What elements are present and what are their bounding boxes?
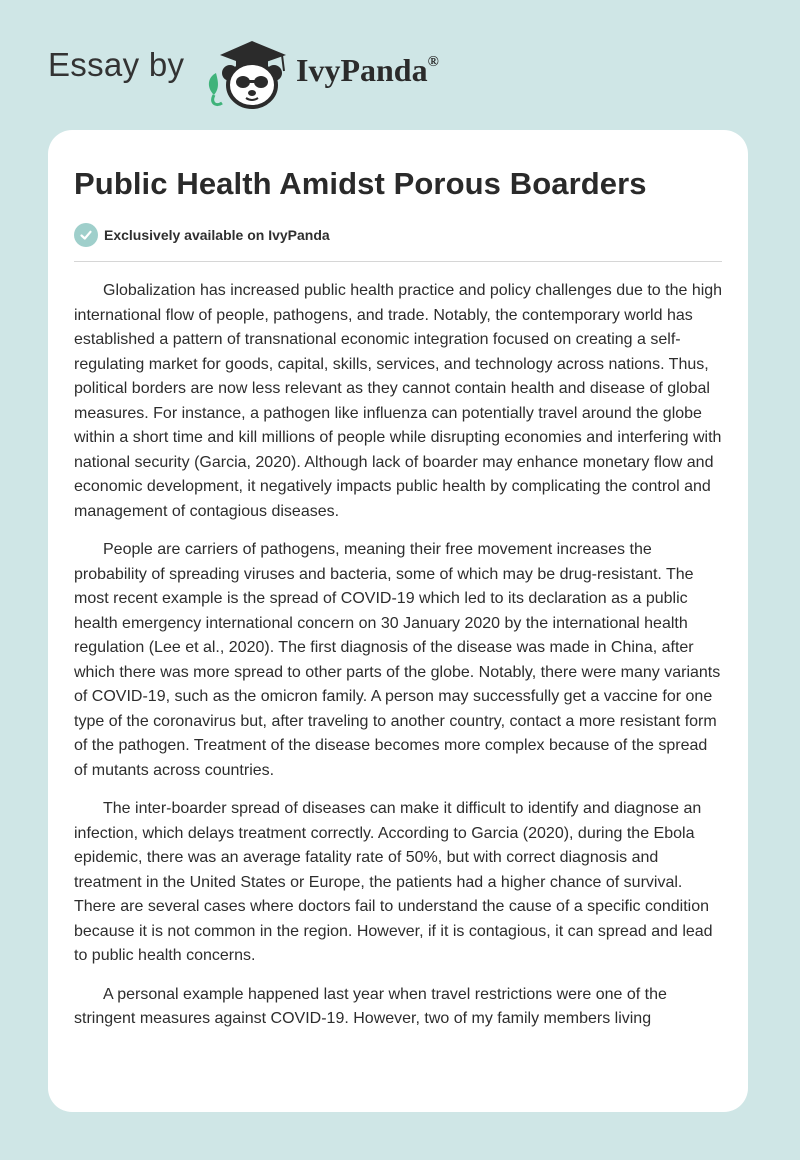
article-body	[74, 279, 724, 1046]
article-card	[48, 130, 748, 1112]
article-title: Public Health Amidst Porous Boarders	[74, 166, 647, 201]
brand-text: IvyPanda	[296, 52, 428, 88]
site-header	[0, 0, 800, 130]
badge-text: Exclusively available on IvyPanda	[104, 227, 330, 243]
exclusive-badge	[74, 222, 330, 248]
paragraph: The inter-boarder spread of diseases can make it difficult to identify and diagnose an infection, which delays treatment correctly. According to Garcia (2020), during the Ebola epidemic, there was an average fatality rate of 50%, but with correct diagnosis and treatment in the United States or Europe, the patients had a higher chance of survival. There are several cases where doctors fail to understand the cause of a specific condition because it is not common in the region. However, if it is contagious, it can spread and lead to public health concerns.	[74, 800, 713, 964]
registered-mark: ®	[427, 54, 439, 70]
brand-name[interactable]	[296, 52, 439, 89]
panda-logo-icon[interactable]	[200, 33, 294, 111]
paragraph: A personal example happened last year when travel restrictions were one of the stringent measures against COVID-19. However, two of my family members living	[74, 985, 667, 1027]
check-icon	[74, 223, 98, 247]
paragraph: People are carriers of pathogens, meaning their free movement increases the probability of spreading viruses and bacteria, some of which may be drug-resistant. The most recent example is the spread of COVID-19 which led to its declaration as a public health emergency international concern on 30 January 2020 by the international health regulation (Lee et al., 2020). The first diagnosis of the disease was made in China, after which there was more spread to other parts of the globe. Notably, there were many variants of COVID-19, such as the omicron family. A person may successfully get a vaccine for one type of the coronavirus but, after traveling to another country, contact a more resistant form of the pathogen. Treatment of the disease becomes more complex because of the spread of mutants across countries.	[74, 541, 721, 779]
divider	[74, 261, 722, 262]
essay-by-label: Essay by	[48, 46, 185, 83]
paragraph: Globalization has increased public health practice and policy challenges due to the high international flow of people, pathogens, and trade. Notably, the contemporary world has established a pattern of transnational economic integration focused on creating a self-regulating market for goods, capital, skills, services, and technology across nations. Thus, political borders are now less relevant as they cannot contain health and disease of global measures. For instance, a pathogen like influenza can potentially travel around the globe within a short time and kill millions of people while disrupting economies and interfering with national security (Garcia, 2020). Although lack of boarder may enhance monetary flow and economic development, it negatively impacts public health by complicating the control and management of contagious diseases.	[74, 282, 723, 520]
